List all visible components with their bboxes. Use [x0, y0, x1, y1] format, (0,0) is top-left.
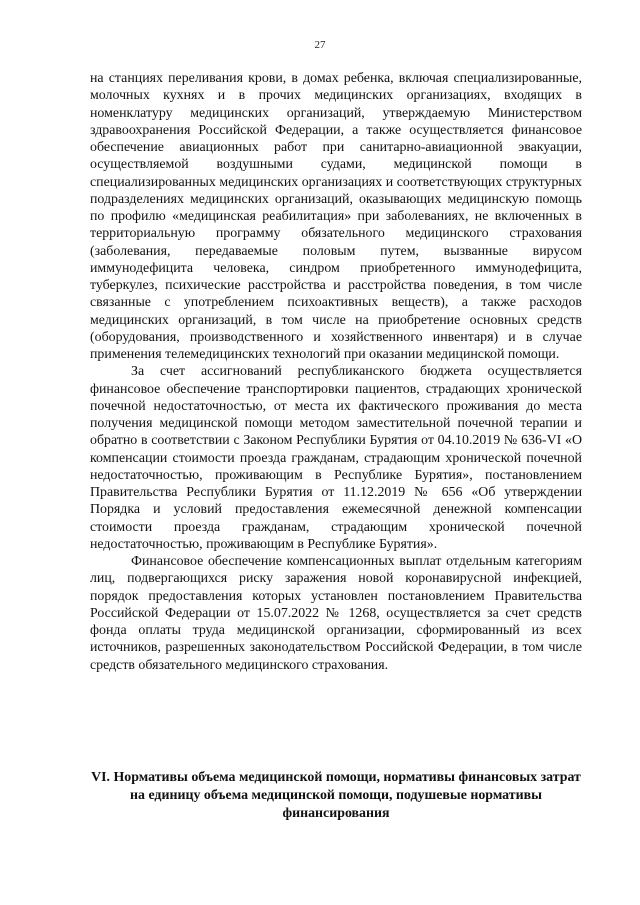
section-heading: VI. Нормативы объема медицинской помощи, нормативы финансовых затрат на единицу объема медицинской помощи, подушевые нормативы финансирования	[91, 770, 581, 821]
paragraph-3: Финансовое обеспечение компенсационных выплат отдельным категориям лиц, подвергающихся риску заражения новой коронавирусной инфекцией, порядок предоставления которых установлен постановлением Правительства Российской Федерации от 15.07.2022 № 1268, осуществляется за счет средств фонда оплаты труда медицинской организации, сформированный из всех источников, разрешенных законодательством Российской Федерации, в том числе средств обязательного медицинского страхования.	[90, 554, 582, 673]
body-text	[90, 70, 582, 674]
paragraph-2: За счет ассигнований республиканского бюджета осуществляется финансовое обеспечение транспортировки пациентов, страдающих хронической почечной недостаточностью, от места их фактического проживания до места получения медицинской помощи методом заместительной почечной терапии и обратно в соответствии с Законом Республики Бурятия от 04.10.2019 № 636-VI «О компенсации стоимости проезда гражданам, страдающим хронической почечной недостаточностью, проживающим в Республике Бурятия», постановлением Правительства Республики Бурятия от 11.12.2019 № 656 «Об утверждении Порядка и условий предоставления ежемесячной денежной компенсации стоимости проезда гражданам, страдающим хронической почечной недостаточностью, проживающим в Республике Бурятия».	[90, 364, 582, 552]
page-number: 27	[314, 39, 326, 51]
paragraph-1: на станциях переливания крови, в домах ребенка, включая специализированные, молочных кухнях и в прочих медицинских организациях, входящих в номенклатуру медицинских организаций, утверждаемую Министерством здравоохранения Российской Федерации, а также осуществляется финансовое обеспечение авиационных работ при санитарно-авиационной эвакуации, осуществляемой воздушными судами, медицинской помощи в специализированных медицинских организациях и соответствующих структурных подразделениях медицинских организаций, оказывающих медицинскую помощь по профилю «медицинская реабилитация» при заболеваниях, не включенных в территориальную программу обязательного медицинского страхования (заболевания, передаваемые половым путем, вызванные вирусом иммунодефицита человека, синдром приобретенного иммунодефицита, туберкулез, психические расстройства и расстройства поведения, в том числе связанные с употреблением психоактивных веществ), а также расходов медицинских организаций, в том числе на приобретение основных средств (оборудования, производственного и хозяйственного инвентаря) и в случае применения телемедицинских технологий при оказании медицинской помощи.	[90, 71, 582, 362]
